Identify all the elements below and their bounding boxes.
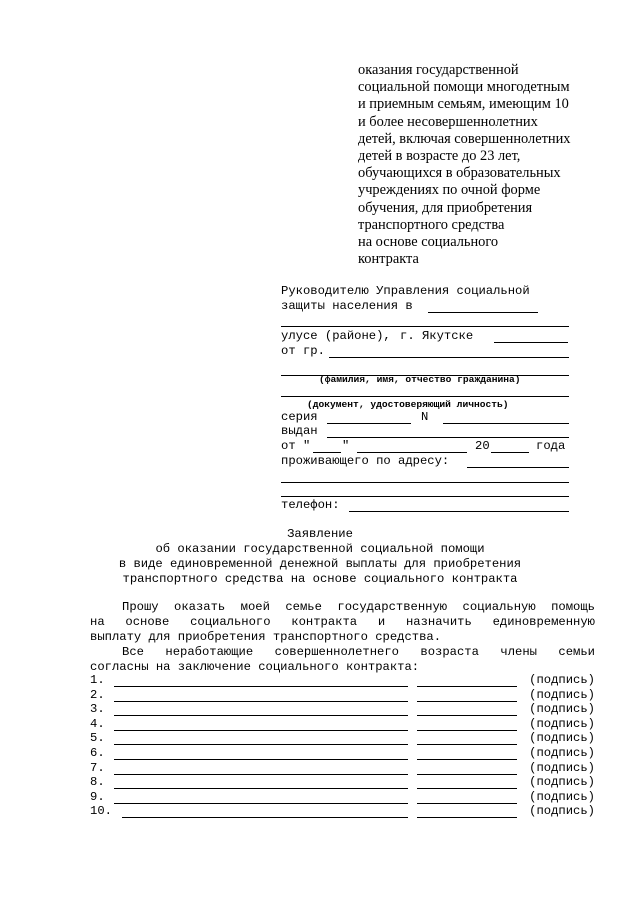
address-field-2[interactable] (281, 470, 569, 483)
family-member-row (90, 731, 595, 745)
member-name-field[interactable] (114, 703, 408, 716)
member-signature-field[interactable] (417, 762, 517, 775)
from-label: от гр. (281, 344, 325, 358)
member-number: 3. (90, 702, 105, 717)
member-signature-field[interactable] (417, 776, 517, 789)
family-member-row (90, 761, 595, 775)
word: Прошу (122, 600, 159, 614)
city-field[interactable] (494, 330, 568, 343)
paragraph-2-line-1 (90, 645, 595, 660)
issued-by-field[interactable] (327, 425, 569, 438)
intro-line: и более несовершеннолетних (358, 113, 538, 130)
signature-label: (подпись) (529, 789, 595, 804)
word: совершеннолетнего (274, 644, 399, 659)
title-line: об оказании государственной социальной помощи (155, 542, 485, 556)
word: помощь (551, 600, 595, 614)
year-prefix: 20 (475, 439, 490, 453)
date-from-label: от " (281, 439, 311, 453)
day-field[interactable] (313, 440, 341, 453)
member-signature-field[interactable] (417, 791, 517, 804)
family-member-row (90, 688, 595, 702)
member-number: 9. (90, 789, 105, 804)
member-number: 4. (90, 716, 105, 731)
application-title (0, 527, 640, 587)
citizen-name-field[interactable] (329, 345, 569, 358)
regulation-reference (358, 62, 618, 268)
family-member-row (90, 775, 595, 789)
word: основе (125, 614, 170, 629)
intro-line: на основе социального (358, 234, 499, 251)
family-member-row (90, 746, 595, 760)
signature-label: (подпись) (529, 716, 595, 731)
member-name-field[interactable] (114, 689, 408, 702)
member-name-field[interactable] (114, 718, 408, 731)
series-field[interactable] (327, 411, 411, 424)
paragraph-1-line-1 (90, 600, 595, 615)
date-close-quote: " (342, 439, 350, 453)
member-signature-field[interactable] (417, 732, 517, 745)
member-name-field[interactable] (114, 776, 408, 789)
member-signature-field[interactable] (417, 718, 517, 731)
word: социального (190, 614, 271, 629)
signature-label: (подпись) (529, 731, 595, 746)
member-name-field[interactable] (122, 805, 408, 818)
word: назначить (405, 614, 472, 629)
word: моей (240, 600, 270, 614)
addressee-line-2: защиты населения в (281, 299, 413, 313)
word: единовременную (492, 614, 595, 629)
word: на (90, 614, 105, 629)
member-signature-field[interactable] (417, 689, 517, 702)
divider-line (281, 326, 569, 327)
member-number: 6. (90, 746, 105, 760)
member-name-field[interactable] (114, 674, 408, 687)
title-heading: Заявление (287, 527, 353, 541)
member-name-field[interactable] (114, 762, 408, 775)
signature-label: (подпись) (529, 760, 595, 775)
intro-line: оказания государственной (358, 62, 519, 78)
intro-line: детей в возрасте до 23 лет, (358, 148, 521, 165)
member-number: 2. (90, 687, 105, 702)
member-name-field[interactable] (114, 732, 408, 745)
phone-field[interactable] (349, 499, 569, 512)
addressee-line-1: Руководителю Управления социальной (281, 284, 530, 298)
year-field[interactable] (491, 440, 529, 453)
family-member-row (90, 702, 595, 716)
paragraph-2-line-2: согласны на заключение социального контракта: (90, 659, 420, 674)
word: неработающие (165, 644, 254, 659)
member-number: 1. (90, 673, 105, 687)
member-name-field[interactable] (114, 747, 408, 760)
family-member-row (90, 673, 595, 687)
series-label: серия (281, 410, 318, 424)
address-label: проживающего по адресу: (281, 454, 450, 468)
intro-line: транспортного средства (358, 216, 505, 233)
fio-caption: (фамилия, имя, отчество гражданина) (319, 374, 521, 385)
issued-label: выдан (281, 424, 318, 438)
identity-document-field[interactable] (281, 384, 569, 397)
address-field-3[interactable] (281, 484, 569, 497)
application-body (90, 600, 595, 675)
family-member-row (90, 717, 595, 731)
number-field[interactable] (443, 411, 569, 424)
member-signature-field[interactable] (417, 747, 517, 760)
signature-label: (подпись) (529, 804, 595, 819)
word: оказать (174, 600, 226, 614)
word: семье (285, 600, 322, 614)
family-member-row (90, 790, 595, 804)
member-name-field[interactable] (114, 791, 408, 804)
signature-label: (подпись) (529, 673, 595, 687)
member-signature-field[interactable] (417, 674, 517, 687)
word: контракта (291, 614, 358, 629)
word: и (377, 614, 386, 629)
member-number: 8. (90, 775, 105, 790)
intro-line: обучения, для приобретения (358, 199, 533, 216)
word: семьи (558, 644, 595, 659)
city-label: г. Якутске (400, 329, 474, 343)
district-label: улусе (районе), (281, 329, 391, 343)
intro-line: обучающихся в образовательных (358, 165, 561, 182)
title-line: в виде единовременной денежной выплаты для приобретения (118, 557, 522, 571)
signature-label: (подпись) (529, 702, 595, 717)
word: члены (500, 644, 537, 659)
signature-label: (подпись) (529, 775, 595, 790)
intro-line: контракта (358, 251, 419, 268)
paragraph-1-line-2 (90, 615, 595, 630)
intro-line: учреждениях по очной форме (358, 182, 541, 199)
word: возраста (420, 644, 479, 659)
intro-line: и приемным семьям, имеющим 10 (358, 96, 569, 113)
title-line: транспортного средства на основе социального контракта (122, 572, 518, 586)
member-signature-field[interactable] (417, 805, 517, 818)
member-number: 5. (90, 731, 105, 746)
signature-label: (подпись) (529, 687, 595, 702)
member-number: 10. (90, 804, 112, 819)
word: государственную (337, 600, 448, 614)
document-caption: (документ, удостоверяющий личность) (307, 399, 509, 410)
word: Все (122, 644, 144, 659)
office-name-field[interactable] (428, 300, 538, 313)
signature-label: (подпись) (529, 746, 595, 760)
paragraph-1-line-3: выплату для приобретения транспортного средства. (90, 629, 442, 644)
word: социальную (462, 600, 536, 614)
intro-line: детей, включая совершеннолетних (358, 130, 571, 147)
address-field[interactable] (467, 455, 569, 468)
year-word: года (536, 439, 566, 453)
phone-label: телефон: (281, 498, 340, 512)
number-label: N (421, 410, 429, 424)
intro-line: социальной помощи многодетным (358, 79, 570, 96)
member-number: 7. (90, 760, 105, 775)
month-field[interactable] (357, 440, 467, 453)
family-member-row (90, 804, 595, 818)
member-signature-field[interactable] (417, 703, 517, 716)
